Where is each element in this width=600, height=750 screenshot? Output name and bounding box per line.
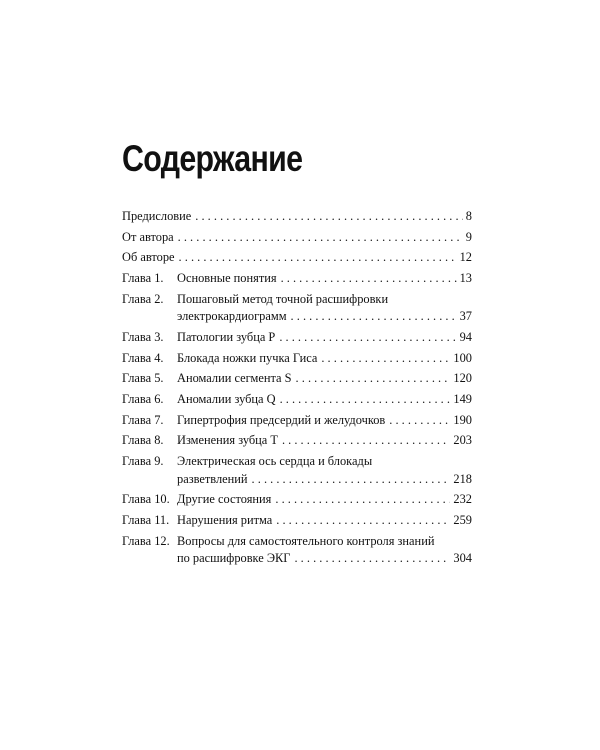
dot-leader [280,391,451,409]
toc-page-number: 259 [453,512,472,527]
toc-entry-title: Изменения зубца Т [177,433,278,448]
dot-leader [279,329,456,347]
toc-entry-title: Патологии зубца Р [177,329,276,344]
toc-chapter-label: Глава 12. [122,533,170,548]
toc-entry [122,432,472,450]
dot-leader [179,249,457,267]
toc-chapter-label: Глава 3. [122,329,164,344]
toc-entry [122,270,472,288]
toc-chapter-label: Глава 1. [122,271,164,286]
toc-page-number: 13 [459,271,472,286]
page-title: Содержание [122,138,303,179]
toc-entry-title: От автора [122,229,174,244]
toc-chapter-label: Глава 5. [122,371,164,386]
toc-entry [122,329,472,347]
toc-entry [122,491,472,509]
dot-leader [252,471,451,489]
dot-leader [276,512,450,530]
dot-leader [178,229,463,247]
toc-entry [122,453,472,488]
toc-entry [122,512,472,530]
toc-page-number: 190 [453,412,472,427]
toc-entry-title: Аномалии зубца Q [177,392,276,406]
toc-entry-title: Об авторе [122,250,175,265]
dot-leader [291,308,457,326]
dot-leader [281,270,457,288]
toc-entry-title: Основные понятия [177,271,277,286]
toc-entry [122,229,472,247]
dot-leader [275,491,450,509]
toc-entry-title: Пошаговый метод точной расшифровки [177,291,389,306]
toc-chapter-label: Глава 9. [122,454,164,469]
dot-leader [294,550,450,568]
toc-page-number: 12 [459,250,472,265]
toc-page-number: 9 [465,229,472,244]
toc-entry [122,291,472,326]
toc-chapter-label: Глава 10. [122,492,170,507]
dot-leader [389,412,450,430]
toc-entry [122,370,472,388]
dot-leader [296,370,451,388]
toc-chapter-label: Глава 2. [122,291,164,306]
toc-chapter-label: Глава 7. [122,412,164,427]
toc-entry [122,249,472,267]
dot-leader [282,432,450,450]
toc-entry-title: Нарушения ритма [177,512,273,527]
toc-entry-title-cont: по расшифровке ЭКГ [177,551,291,566]
dot-leader [321,350,450,368]
toc-entry [122,350,472,368]
toc-entry-title: Блокада ножки пучка Гиса [177,350,318,365]
toc-chapter-label: Глава 4. [122,350,164,365]
toc-entry-title: Вопросы для самостоятельного контроля знаний [177,533,435,548]
toc-page-number: 120 [453,371,472,386]
toc-entry [122,391,472,409]
toc-entry-title-cont: разветвлений [177,471,248,486]
toc-page-number: 8 [465,209,472,223]
toc-page-number: 100 [453,350,472,365]
toc-chapter-label: Глава 11. [122,512,170,527]
toc-page-number: 218 [453,471,472,486]
toc-entry [122,412,472,430]
toc-entry-title: Аномалии сегмента S [177,371,292,386]
toc-entry-title: Электрическая ось сердца и блокады [177,454,373,469]
dot-leader [195,208,463,226]
toc-page-number: 304 [453,551,472,566]
toc-entry-title: Гипертрофия предсердий и желудочков [177,412,386,427]
toc-entry-title-cont: электрокардиограмм [177,309,287,324]
toc-page-number: 94 [459,329,472,344]
toc-page-number: 149 [453,392,472,406]
toc-entry-title: Предисловие [122,209,192,223]
toc-chapter-label: Глава 6. [122,392,164,406]
toc-entry-title: Другие состояния [177,492,272,507]
table-of-contents [122,208,472,571]
toc-entry [122,533,472,568]
toc-page-number: 203 [453,433,472,448]
toc-page-number: 232 [453,492,472,507]
toc-page-number: 37 [459,309,472,324]
toc-entry [122,208,472,226]
toc-chapter-label: Глава 8. [122,433,164,448]
